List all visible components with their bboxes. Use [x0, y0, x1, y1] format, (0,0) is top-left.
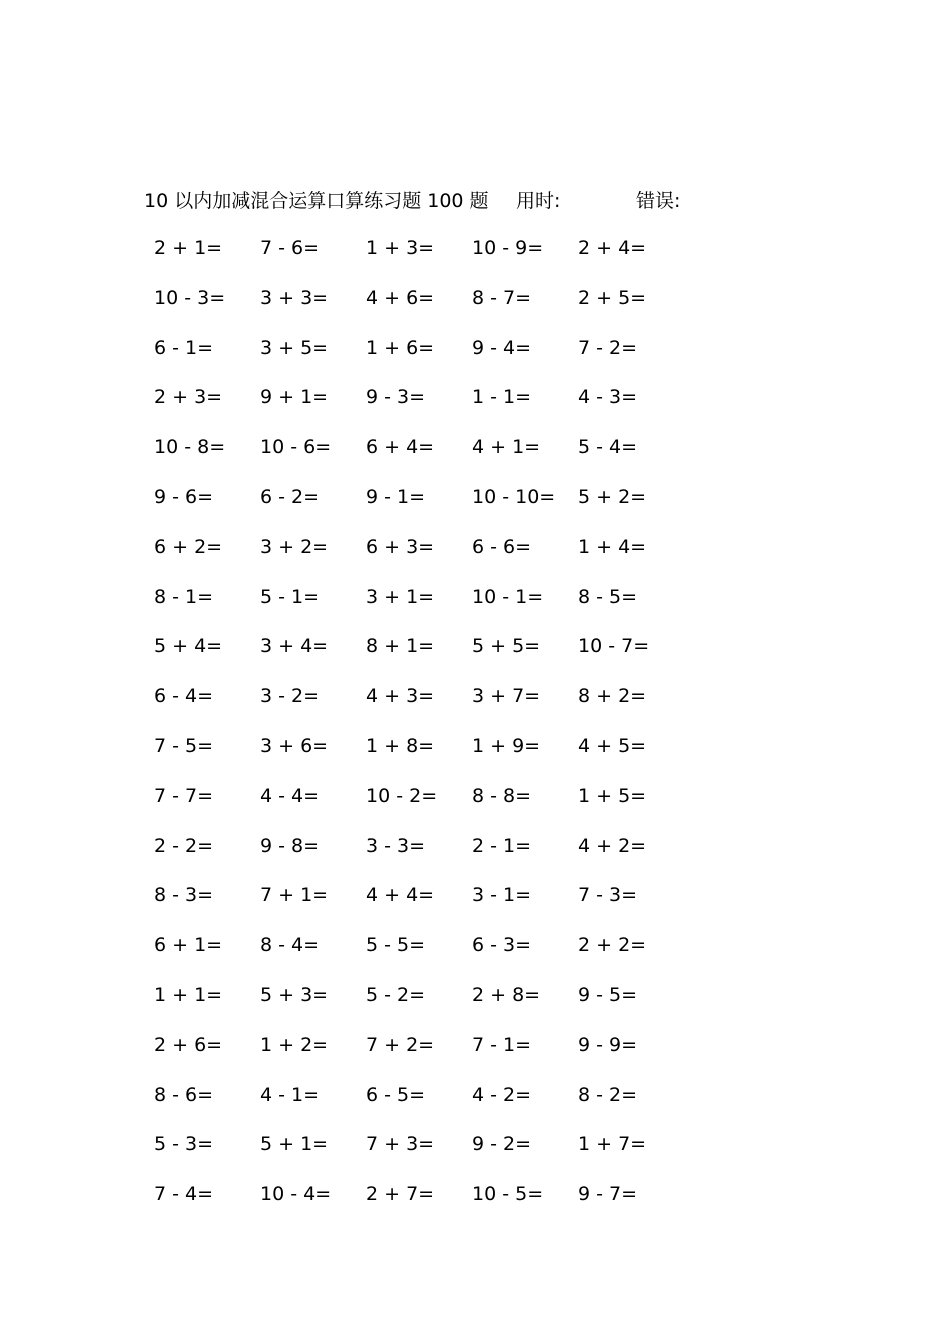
- problem-cell: 2 + 3=: [154, 386, 223, 409]
- problem-cell: 4 + 5=: [578, 734, 647, 757]
- problem-cell: 8 - 3=: [154, 884, 214, 907]
- problem-cell: 4 - 3=: [578, 386, 638, 409]
- problem-cell: 2 + 6=: [154, 1033, 223, 1056]
- problem-cell: 8 - 8=: [472, 784, 532, 807]
- problem-cell: 3 + 2=: [260, 535, 329, 558]
- problem-cell: 7 + 1=: [260, 884, 329, 907]
- problem-cell: 5 - 5=: [366, 934, 426, 957]
- problem-cell: 2 - 1=: [472, 834, 532, 857]
- problem-cell: 9 - 3=: [366, 386, 426, 409]
- problem-cell: 3 + 7=: [472, 685, 541, 708]
- problem-cell: 8 + 2=: [578, 685, 647, 708]
- problem-cell: 3 - 3=: [366, 834, 426, 857]
- problem-cell: 2 + 1=: [154, 237, 223, 259]
- problem-cell: 4 - 4=: [260, 784, 320, 807]
- problem-cell: 3 + 6=: [260, 734, 329, 757]
- problem-cell: 9 - 8=: [260, 834, 320, 857]
- problem-cell: 3 - 2=: [260, 685, 320, 708]
- problem-cell: 1 + 4=: [578, 535, 647, 558]
- problem-cell: 5 - 2=: [366, 983, 426, 1006]
- problem-row: [0, 881, 950, 931]
- problem-cell: 6 - 6=: [472, 535, 532, 558]
- problem-cell: 1 + 9=: [472, 734, 541, 757]
- problem-cell: 5 - 1=: [260, 585, 320, 608]
- problem-cell: 9 - 7=: [578, 1183, 638, 1206]
- problem-cell: 7 - 4=: [154, 1183, 214, 1206]
- problem-cell: 8 - 2=: [578, 1083, 638, 1106]
- problem-cell: 9 - 2=: [472, 1133, 532, 1156]
- time-label: 用时:: [516, 190, 561, 212]
- problem-cell: 9 - 9=: [578, 1033, 638, 1056]
- problem-row: [0, 1081, 950, 1131]
- problem-row: [0, 234, 950, 284]
- problem-cell: 1 + 7=: [578, 1133, 647, 1156]
- problem-cell: 8 - 4=: [260, 934, 320, 957]
- problem-cell: 2 + 4=: [578, 237, 647, 259]
- problem-cell: 1 + 1=: [154, 983, 223, 1006]
- problem-cell: 6 + 3=: [366, 535, 435, 558]
- problem-cell: 7 - 7=: [154, 784, 214, 807]
- problem-cell: 5 + 4=: [154, 635, 223, 658]
- problem-cell: 2 + 2=: [578, 934, 647, 957]
- worksheet-title: 10 以内加减混合运算口算练习题 100 题: [144, 190, 489, 212]
- problem-cell: 10 - 6=: [260, 436, 332, 459]
- problem-cell: 4 - 1=: [260, 1083, 320, 1106]
- problem-cell: 9 - 5=: [578, 983, 638, 1006]
- problem-cell: 3 + 4=: [260, 635, 329, 658]
- problem-cell: 6 - 1=: [154, 336, 214, 359]
- problem-cell: 1 + 3=: [366, 237, 435, 259]
- problem-cell: 1 + 8=: [366, 734, 435, 757]
- problem-cell: 9 - 4=: [472, 336, 532, 359]
- problem-cell: 8 - 6=: [154, 1083, 214, 1106]
- problem-cell: 5 + 5=: [472, 635, 541, 658]
- problem-cell: 7 - 1=: [472, 1033, 532, 1056]
- error-label: 错误:: [636, 190, 681, 212]
- problem-cell: 10 - 4=: [260, 1183, 332, 1206]
- problem-cell: 1 + 2=: [260, 1033, 329, 1056]
- problem-cell: 4 - 2=: [472, 1083, 532, 1106]
- problem-cell: 4 + 6=: [366, 286, 435, 309]
- problem-row: [0, 1031, 950, 1081]
- problem-row: [0, 931, 950, 981]
- problem-row: [0, 782, 950, 832]
- problem-cell: 10 - 5=: [472, 1183, 544, 1206]
- problem-row: [0, 632, 950, 682]
- problem-cell: 3 + 1=: [366, 585, 435, 608]
- problem-cell: 7 + 2=: [366, 1033, 435, 1056]
- problem-row: [0, 1130, 950, 1180]
- problem-cell: 8 - 7=: [472, 286, 532, 309]
- problem-row: [0, 583, 950, 633]
- problem-cell: 5 - 4=: [578, 436, 638, 459]
- problem-cell: 9 - 6=: [154, 485, 214, 508]
- problem-row: [0, 284, 950, 334]
- problem-cell: 2 + 5=: [578, 286, 647, 309]
- problem-cell: 8 + 1=: [366, 635, 435, 658]
- problem-cell: 3 + 5=: [260, 336, 329, 359]
- problem-cell: 6 + 1=: [154, 934, 223, 957]
- problem-cell: 2 + 7=: [366, 1183, 435, 1206]
- problem-row: [0, 1180, 950, 1230]
- problem-cell: 10 - 1=: [472, 585, 544, 608]
- problem-row: [0, 981, 950, 1031]
- problem-cell: 8 - 1=: [154, 585, 214, 608]
- problem-cell: 4 + 1=: [472, 436, 541, 459]
- problem-cell: 10 - 8=: [154, 436, 226, 459]
- problem-row: [0, 433, 950, 483]
- problem-cell: 6 - 2=: [260, 485, 320, 508]
- problem-cell: 7 - 2=: [578, 336, 638, 359]
- problem-row: [0, 832, 950, 882]
- problem-row: [0, 682, 950, 732]
- problem-cell: 7 + 3=: [366, 1133, 435, 1156]
- problem-cell: 9 + 1=: [260, 386, 329, 409]
- problem-cell: 10 - 3=: [154, 286, 226, 309]
- problem-cell: 1 + 6=: [366, 336, 435, 359]
- problem-cell: 9 - 1=: [366, 485, 426, 508]
- problem-cell: 6 - 4=: [154, 685, 214, 708]
- problem-cell: 1 + 5=: [578, 784, 647, 807]
- problem-grid: [0, 234, 950, 1230]
- problem-row: [0, 533, 950, 583]
- problem-cell: 6 - 3=: [472, 934, 532, 957]
- problem-cell: 7 - 5=: [154, 734, 214, 757]
- problem-cell: 1 - 1=: [472, 386, 532, 409]
- problem-cell: 3 - 1=: [472, 884, 532, 907]
- problem-cell: 7 - 6=: [260, 237, 320, 259]
- problem-cell: 5 + 2=: [578, 485, 647, 508]
- problem-cell: 7 - 3=: [578, 884, 638, 907]
- problem-row: [0, 483, 950, 533]
- problem-cell: 8 - 5=: [578, 585, 638, 608]
- problem-cell: 3 + 3=: [260, 286, 329, 309]
- problem-cell: 10 - 9=: [472, 237, 544, 259]
- problem-cell: 4 + 3=: [366, 685, 435, 708]
- problem-cell: 10 - 7=: [578, 635, 650, 658]
- problem-cell: 5 - 3=: [154, 1133, 214, 1156]
- problem-cell: 6 + 4=: [366, 436, 435, 459]
- problem-cell: 5 + 1=: [260, 1133, 329, 1156]
- problem-row: [0, 334, 950, 384]
- problem-cell: 4 + 2=: [578, 834, 647, 857]
- problem-cell: 2 - 2=: [154, 834, 214, 857]
- problem-row: [0, 732, 950, 782]
- problem-cell: 10 - 10=: [472, 485, 556, 508]
- problem-cell: 6 - 5=: [366, 1083, 426, 1106]
- problem-row: [0, 383, 950, 433]
- problem-cell: 6 + 2=: [154, 535, 223, 558]
- problem-cell: 4 + 4=: [366, 884, 435, 907]
- problem-cell: 5 + 3=: [260, 983, 329, 1006]
- problem-cell: 10 - 2=: [366, 784, 438, 807]
- problem-cell: 2 + 8=: [472, 983, 541, 1006]
